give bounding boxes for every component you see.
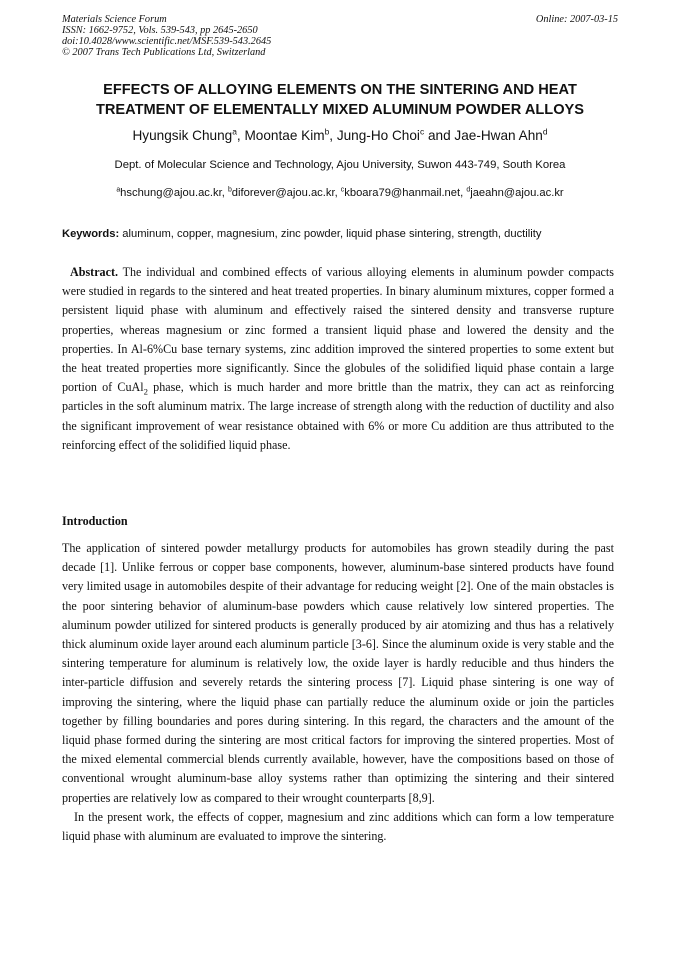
introduction-heading: Introduction <box>62 514 128 528</box>
email: diforever@ajou.ac.kr, <box>231 187 341 199</box>
introduction-paragraph: In the present work, the effects of copper, magnesium and zinc additions which can form a low temperature liquid phase with aluminum are evaluated to improve the sintering. <box>62 809 614 844</box>
email-superscript: d <box>466 186 471 194</box>
affiliation: Dept. of Molecular Science and Technology, Ajou University, Suwon 443-749, South Korea <box>114 159 566 171</box>
keywords-text: aluminum, copper, magnesium, zinc powder, liquid phase sintering, strength, ductility <box>119 228 542 240</box>
author-separator: , <box>329 128 337 143</box>
author-name: Moontae Kim <box>244 128 325 143</box>
author-name: Hyungsik Chung <box>132 128 233 143</box>
keywords-label: Keywords: <box>62 228 120 240</box>
title-line-2: TREATMENT OF ELEMENTALLY MIXED ALUMINUM POWDER ALLOYS <box>95 102 585 118</box>
abstract-label: Abstract. <box>70 265 119 279</box>
title-line-1: EFFECTS OF ALLOYING ELEMENTS ON THE SINTERING AND HEAT <box>103 82 577 98</box>
keywords <box>62 227 618 242</box>
email: jaeahn@ajou.ac.kr <box>470 187 564 199</box>
introduction-paragraph: The application of sintered powder metallurgy products for automobiles has grown steadily during the past decade [1]. Unlike ferrous or copper base components, however, aluminum-base sintered products have found very limited usage in automobiles despite of their advantage for reducing weight [2]. One of the main obstacles is the poor sintering behavior of aluminum-base powders which cause relatively low sintered properties. The aluminum powder utilized for sintered products is generally produced by air atomizing and thus has a relatively thick aluminum oxide layer around each aluminum particle [3-6]. Since the aluminum oxide is very stable and the sintering temperature for aluminum is relatively low, the oxide layer is hardly reducible and thus hinders the inter-particle diffusion and severely retards the sintering process [7]. Liquid phase sintering is one way of improving the sintering, where the liquid phase can partially reduce the aluminum oxide or join the particles together by filling boundaries and pores during sintering. In this regard, the characters and the amount of the liquid phase formed during the sintering are most critical factors for improving the sintered properties. Most of the mixed elemental commercial blends currently available, however, have the compositions based on those of conventional wrought aluminum-base alloy systems rather than optimizing the sintering and their sintered properties are relatively low as compared to their wrought counterparts [8,9]. <box>62 541 614 805</box>
paper-title <box>40 80 640 120</box>
abstract <box>62 263 614 455</box>
abstract-subscript: 2 <box>143 386 148 397</box>
abstract-text: phase, which is much harder and more brittle than the matrix, they can act as reinforcing particles in the soft aluminum matrix. The large increase of strength along with the reduction of ductility and also the significant improvement of wear resistance obtained with 6% or more Cu addition are thus attributed to the reinforcing effect of the solidified liquid phase. <box>62 380 614 452</box>
author-superscript: b <box>324 126 330 137</box>
author-superscript: c <box>419 126 425 137</box>
doi-line: doi:10.4028/www.scientific.net/MSF.539-543.2645 <box>62 36 272 47</box>
abstract-text: The individual and combined effects of various alloying elements in aluminum powder compacts were studied in regards to the sintered and heat treated properties. In binary aluminum mixtures, copper formed a persistent liquid phase with aluminum and effectively raised the sintered density and transverse rupture properties, whereas magnesium or zinc formed a transient liquid phase and lowered the density and the properties. In Al-6%Cu base ternary systems, zinc addition improved the sintered properties to some extent but the heat treated properties more significantly. Since the globules of the solidified liquid phase contain a large portion of CuAl <box>62 265 614 395</box>
online-date: Online: 2007-03-15 <box>535 14 618 25</box>
author-superscript: a <box>232 126 237 137</box>
journal-header <box>62 14 618 58</box>
issn-line: ISSN: 1662-9752, Vols. 539-543, pp 2645-2650 <box>62 25 258 36</box>
author-list <box>40 127 640 145</box>
email-superscript: c <box>340 186 345 194</box>
author-emails <box>40 186 640 201</box>
author-superscript: d <box>542 126 548 137</box>
copyright-line: © 2007 Trans Tech Publications Ltd, Switzerland <box>62 47 266 58</box>
author-separator: , <box>236 128 245 143</box>
author-name: Jung-Ho Choi <box>336 128 420 143</box>
author-separator: and <box>424 128 455 143</box>
email-superscript: a <box>116 186 121 194</box>
introduction-body <box>62 539 614 846</box>
journal-name: Materials Science Forum <box>62 14 167 25</box>
email: kboara79@hanmail.net, <box>344 187 467 199</box>
email-superscript: b <box>227 186 232 194</box>
author-name: Jae-Hwan Ahn <box>454 128 543 143</box>
email: hschung@ajou.ac.kr, <box>120 187 228 199</box>
